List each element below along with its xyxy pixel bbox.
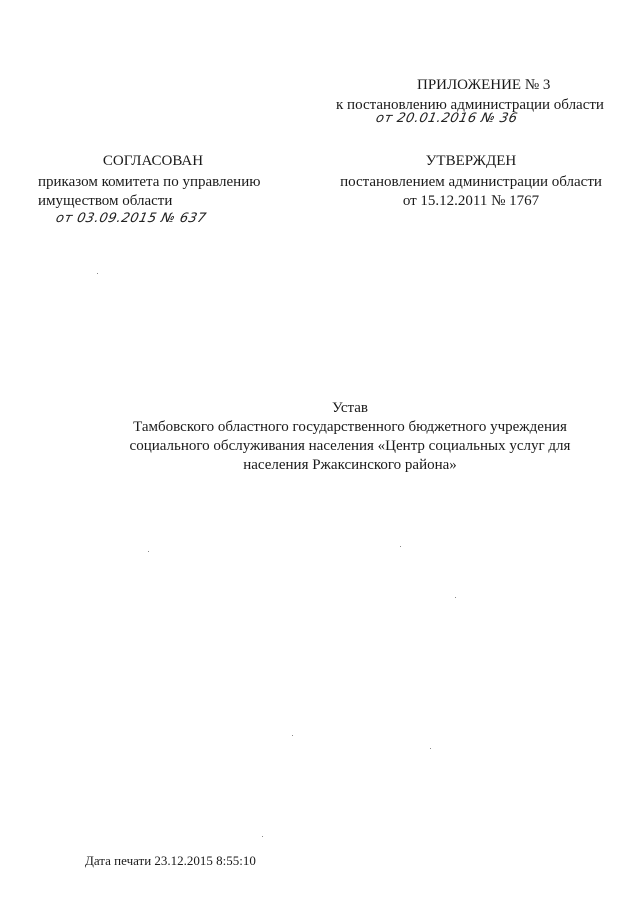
appendix-handwritten-date: от 20.01.2016 № 36 xyxy=(374,111,520,126)
approved-line2: от 15.12.2011 № 1767 xyxy=(402,193,540,209)
agreed-line2: имуществом области xyxy=(38,193,173,209)
approved-line1: постановлением администрации области xyxy=(340,174,602,190)
charter-title: Устав xyxy=(332,400,368,416)
scan-speck xyxy=(430,748,431,749)
charter-line1: Тамбовского областного государственного бюджетного учреждения xyxy=(133,419,567,435)
agreed-handwritten-date: от 03.09.2015 № 637 xyxy=(54,211,208,226)
scan-speck xyxy=(455,597,456,598)
scan-speck xyxy=(148,551,149,552)
appendix-subtitle: к постановлению администрации области xyxy=(336,97,604,113)
appendix-title: ПРИЛОЖЕНИЕ № 3 xyxy=(417,77,551,93)
scan-speck xyxy=(262,836,263,837)
scan-speck xyxy=(97,273,98,274)
charter-line2: социального обслуживания населения «Центр социальных услуг для xyxy=(129,438,571,454)
agreed-title: СОГЛАСОВАН xyxy=(102,153,204,169)
print-date: Дата печати 23.12.2015 8:55:10 xyxy=(85,853,256,868)
charter-line3: населения Ржаксинского района» xyxy=(243,457,457,473)
scan-speck xyxy=(292,735,293,736)
approved-title: УТВЕРЖДЕН xyxy=(425,153,517,169)
agreed-line1: приказом комитета по управлению xyxy=(38,174,261,190)
scan-speck xyxy=(400,546,401,547)
